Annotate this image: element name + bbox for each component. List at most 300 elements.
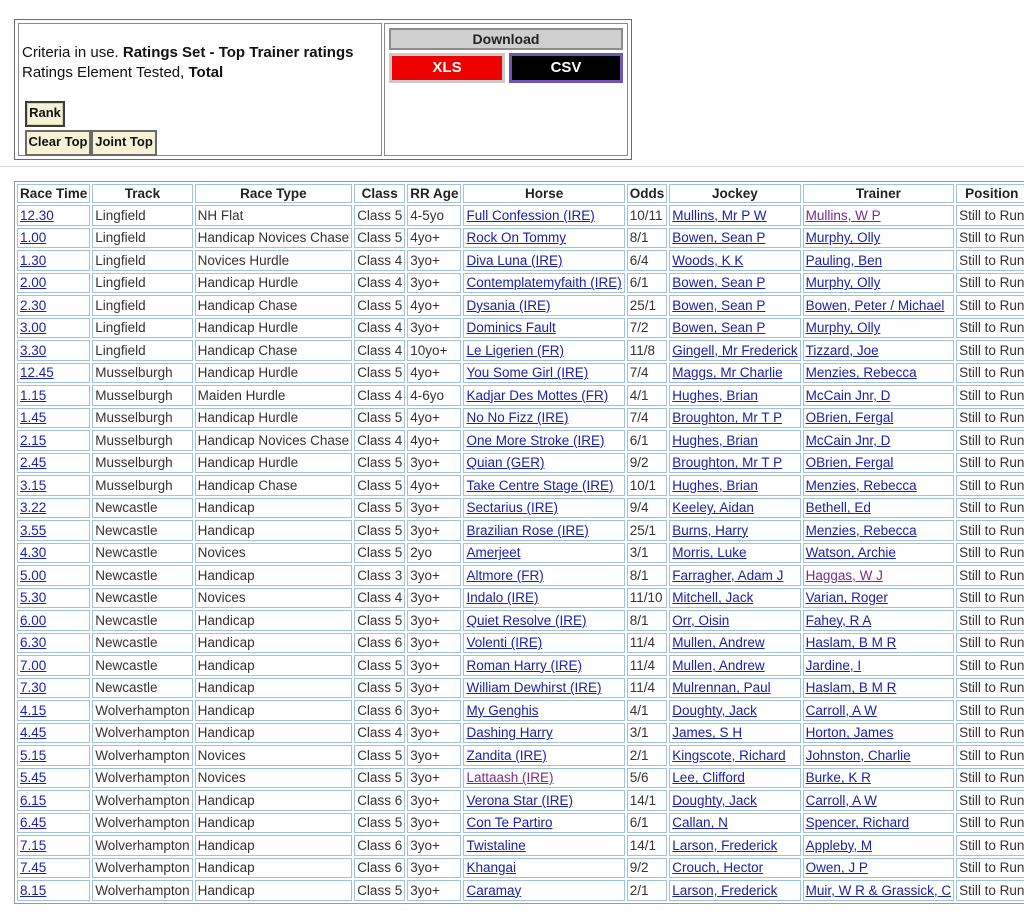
race-time-link[interactable]: 5.30 — [20, 590, 47, 606]
table-row — [17, 813, 1024, 834]
horse-cell — [463, 655, 624, 676]
race-time-link[interactable]: 4.45 — [20, 725, 47, 741]
horse-cell — [463, 475, 624, 496]
horse-link[interactable]: Take Centre Stage (IRE) — [466, 477, 614, 493]
race-type-cell: Handicap — [195, 498, 353, 519]
trainer-cell — [803, 880, 955, 901]
position-cell: Still to Run — [956, 768, 1024, 789]
race-time-link[interactable]: 12.45 — [20, 365, 54, 381]
race-time-link[interactable]: 12.30 — [20, 207, 54, 223]
table-row — [17, 588, 1024, 609]
trainer-link[interactable]: Carroll, A W — [805, 792, 877, 808]
race-time-link[interactable]: 1.30 — [20, 252, 47, 268]
trainer-link[interactable]: OBrien, Fergal — [805, 455, 894, 471]
jockey-link[interactable]: Mitchell, Jack — [672, 590, 754, 606]
trainer-cell — [803, 430, 955, 451]
race-type-cell: Novices Hurdle — [195, 250, 353, 271]
jockey-cell — [669, 835, 800, 856]
jockey-link[interactable]: Broughton, Mr T P — [672, 410, 783, 426]
race-time-link[interactable]: 2.45 — [20, 455, 47, 471]
race-time-link[interactable]: 3.55 — [20, 522, 47, 538]
horse-link[interactable]: Sectarius (IRE) — [466, 500, 558, 516]
horse-link[interactable]: Twistaline — [466, 837, 526, 853]
trainer-link[interactable]: Haslam, B M R — [805, 680, 897, 696]
class-cell: Class 5 — [354, 768, 405, 789]
jockey-link[interactable]: Mulrennan, Paul — [672, 680, 771, 696]
trainer-link[interactable]: Owen, J P — [805, 860, 868, 876]
class-cell: Class 5 — [354, 543, 405, 564]
table-row — [17, 835, 1024, 856]
odds-cell: 11/4 — [627, 678, 668, 699]
column-header-jockey: Jockey — [669, 184, 800, 203]
rr-age-cell: 4yo+ — [407, 408, 461, 429]
position-cell: Still to Run — [956, 745, 1024, 766]
race-time-link[interactable]: 7.45 — [20, 860, 47, 876]
jockey-link[interactable]: Kingscote, Richard — [672, 747, 786, 763]
odds-cell: 14/1 — [627, 835, 668, 856]
jockey-cell — [669, 228, 800, 249]
horse-cell — [463, 520, 624, 541]
odds-cell: 10/11 — [627, 205, 668, 226]
jockey-cell — [669, 318, 800, 339]
rr-age-cell: 3yo+ — [407, 700, 461, 721]
race-time-link[interactable]: 6.45 — [20, 815, 47, 831]
odds-cell: 11/10 — [627, 588, 668, 609]
jockey-cell — [669, 453, 800, 474]
position-cell: Still to Run — [956, 543, 1024, 564]
trainer-link[interactable]: Murphy, Olly — [805, 275, 881, 291]
trainer-cell — [803, 250, 955, 271]
horse-cell — [463, 408, 624, 429]
table-row — [17, 385, 1024, 406]
horse-cell — [463, 543, 624, 564]
position-cell: Still to Run — [956, 588, 1024, 609]
horse-link[interactable]: Full Confession (IRE) — [466, 207, 595, 223]
track-cell: Newcastle — [92, 633, 192, 654]
jockey-link[interactable]: Farragher, Adam J — [672, 567, 784, 583]
rr-age-cell: 3yo+ — [407, 655, 461, 676]
odds-cell: 7/4 — [627, 363, 668, 384]
race-time-cell — [17, 453, 90, 474]
jockey-link[interactable]: Mullins, Mr P W — [672, 207, 767, 223]
class-cell: Class 3 — [354, 565, 405, 586]
class-cell: Class 6 — [354, 858, 405, 879]
horse-cell — [463, 273, 624, 294]
trainer-cell — [803, 678, 955, 699]
trainer-link[interactable]: Watson, Archie — [805, 545, 896, 561]
table-row — [17, 880, 1024, 901]
track-cell: Wolverhampton — [92, 700, 192, 721]
track-cell: Wolverhampton — [92, 723, 192, 744]
race-type-cell: Handicap — [195, 700, 353, 721]
race-type-cell: Handicap Novices Chase — [195, 430, 353, 451]
table-row — [17, 858, 1024, 879]
horse-cell — [463, 723, 624, 744]
race-type-cell: Novices — [195, 768, 353, 789]
track-cell: Wolverhampton — [92, 880, 192, 901]
horse-link[interactable]: No No Fizz (IRE) — [466, 410, 569, 426]
track-cell: Wolverhampton — [92, 813, 192, 834]
race-time-link[interactable]: 4.30 — [20, 545, 47, 561]
trainer-link[interactable]: Bowen, Peter / Michael — [805, 297, 945, 313]
jockey-link[interactable]: Broughton, Mr T P — [672, 455, 783, 471]
race-time-link[interactable]: 3.30 — [20, 342, 47, 358]
rr-age-cell: 3yo+ — [407, 678, 461, 699]
horse-link[interactable]: Contemplatemyfaith (IRE) — [466, 275, 622, 291]
jockey-link[interactable]: Hughes, Brian — [672, 387, 758, 403]
race-type-cell: Handicap Chase — [195, 340, 353, 361]
trainer-link[interactable]: Menzies, Rebecca — [805, 522, 917, 538]
track-cell: Newcastle — [92, 588, 192, 609]
race-time-link[interactable]: 2.15 — [20, 432, 47, 448]
csv-download-button[interactable]: CSV — [509, 53, 623, 83]
race-time-cell — [17, 363, 90, 384]
race-time-link[interactable]: 3.00 — [20, 320, 47, 336]
trainer-cell — [803, 520, 955, 541]
jockey-link[interactable]: Bowen, Sean P — [672, 275, 766, 291]
trainer-cell — [803, 610, 955, 631]
jockey-cell — [669, 273, 800, 294]
jockey-link[interactable]: Doughty, Jack — [672, 792, 757, 808]
trainer-link[interactable]: McCain Jnr, D — [805, 387, 891, 403]
race-time-link[interactable]: 5.45 — [20, 770, 47, 786]
horse-link[interactable]: Roman Harry (IRE) — [466, 657, 582, 673]
jockey-cell — [669, 408, 800, 429]
jockey-link[interactable]: Doughty, Jack — [672, 702, 757, 718]
horse-link[interactable]: Amerjeet — [466, 545, 521, 561]
jockey-link[interactable]: Callan, N — [672, 815, 728, 831]
class-cell: Class 5 — [354, 813, 405, 834]
race-time-link[interactable]: 7.15 — [20, 837, 47, 853]
odds-cell: 9/2 — [627, 858, 668, 879]
odds-cell: 11/8 — [627, 340, 668, 361]
jockey-cell — [669, 340, 800, 361]
horse-link[interactable]: Diva Luna (IRE) — [466, 252, 563, 268]
race-time-link[interactable]: 8.15 — [20, 882, 47, 898]
race-time-cell — [17, 768, 90, 789]
horse-link[interactable]: Le Ligerien (FR) — [466, 342, 565, 358]
race-type-cell: Handicap Hurdle — [195, 408, 353, 429]
jockey-cell — [669, 858, 800, 879]
class-cell: Class 4 — [354, 273, 405, 294]
column-header-track: Track — [92, 184, 192, 203]
table-row — [17, 430, 1024, 451]
jockey-link[interactable]: Lee, Clifford — [672, 770, 745, 786]
trainer-cell — [803, 318, 955, 339]
jockey-link[interactable]: Morris, Luke — [672, 545, 747, 561]
table-row — [17, 273, 1024, 294]
rr-age-cell: 3yo+ — [407, 318, 461, 339]
jockey-link[interactable]: Burns, Harry — [672, 522, 749, 538]
horse-cell — [463, 835, 624, 856]
rr-age-cell: 3yo+ — [407, 790, 461, 811]
horse-link[interactable]: Zandita (IRE) — [466, 747, 547, 763]
odds-cell: 5/6 — [627, 768, 668, 789]
race-time-link[interactable]: 7.00 — [20, 657, 47, 673]
horse-link[interactable]: Rock On Tommy — [466, 230, 566, 246]
jockey-link[interactable]: Crouch, Hector — [672, 860, 764, 876]
horse-cell — [463, 205, 624, 226]
criteria-prefix: Criteria in use. — [22, 44, 123, 61]
odds-cell: 6/1 — [627, 273, 668, 294]
table-row — [17, 633, 1024, 654]
horse-link[interactable]: Quian (GER) — [466, 455, 545, 471]
table-row — [17, 745, 1024, 766]
horse-cell — [463, 768, 624, 789]
horse-cell — [463, 318, 624, 339]
jockey-cell — [669, 678, 800, 699]
jockey-cell — [669, 723, 800, 744]
horse-link[interactable]: Altmore (FR) — [466, 567, 544, 583]
trainer-cell — [803, 565, 955, 586]
race-type-cell: Handicap — [195, 633, 353, 654]
jockey-link[interactable]: Woods, K K — [672, 252, 744, 268]
position-cell: Still to Run — [956, 250, 1024, 271]
race-time-link[interactable]: 4.15 — [20, 702, 47, 718]
xls-download-button[interactable]: XLS — [389, 53, 505, 83]
horse-link[interactable]: William Dewhirst (IRE) — [466, 680, 602, 696]
trainer-link[interactable]: Fahey, R A — [805, 612, 872, 628]
rr-age-cell: 3yo+ — [407, 250, 461, 271]
trainer-cell — [803, 858, 955, 879]
trainer-link[interactable]: Muir, W R & Grassick, C — [805, 882, 952, 898]
joint-top-button[interactable]: Joint Top — [91, 130, 157, 156]
race-time-link[interactable]: 5.00 — [20, 567, 47, 583]
rr-age-cell: 3yo+ — [407, 498, 461, 519]
horse-link[interactable]: Khangai — [466, 860, 517, 876]
horse-cell — [463, 858, 624, 879]
trainer-cell — [803, 633, 955, 654]
track-cell: Lingfield — [92, 318, 192, 339]
ratings-set: Ratings Set - Top Trainer ratings — [122, 44, 354, 61]
horse-link[interactable]: You Some Girl (IRE) — [466, 365, 589, 381]
race-time-link[interactable]: 3.22 — [20, 500, 47, 516]
jockey-link[interactable]: Bowen, Sean P — [672, 320, 766, 336]
trainer-cell — [803, 228, 955, 249]
race-type-cell: Handicap — [195, 723, 353, 744]
trainer-link[interactable]: Bethell, Ed — [805, 500, 871, 516]
track-cell: Wolverhampton — [92, 835, 192, 856]
position-cell: Still to Run — [956, 363, 1024, 384]
trainer-link[interactable]: Murphy, Olly — [805, 230, 881, 246]
class-cell: Class 4 — [354, 588, 405, 609]
race-time-cell — [17, 430, 90, 451]
race-type-cell: Maiden Hurdle — [195, 385, 353, 406]
jockey-link[interactable]: Bowen, Sean P — [672, 230, 766, 246]
track-cell: Musselburgh — [92, 408, 192, 429]
jockey-cell — [669, 745, 800, 766]
jockey-link[interactable]: Maggs, Mr Charlie — [672, 365, 783, 381]
trainer-link[interactable]: Haggas, W J — [805, 567, 883, 583]
race-time-link[interactable]: 6.15 — [20, 792, 47, 808]
trainer-link[interactable]: Murphy, Olly — [805, 320, 881, 336]
position-cell: Still to Run — [956, 858, 1024, 879]
horse-link[interactable]: Dysania (IRE) — [466, 297, 551, 313]
download-title: Download — [389, 28, 623, 50]
column-header-odds: Odds — [627, 184, 668, 203]
odds-cell: 10/1 — [627, 475, 668, 496]
position-cell: Still to Run — [956, 633, 1024, 654]
horse-link[interactable]: Dashing Harry — [466, 725, 553, 741]
clear-top-button[interactable]: Clear Top — [25, 130, 91, 156]
race-time-link[interactable]: 3.15 — [20, 477, 47, 493]
horse-link[interactable]: Volenti (IRE) — [466, 635, 543, 651]
track-cell: Newcastle — [92, 520, 192, 541]
trainer-cell — [803, 655, 955, 676]
track-cell: Musselburgh — [92, 363, 192, 384]
class-cell: Class 5 — [354, 363, 405, 384]
class-cell: Class 6 — [354, 790, 405, 811]
horse-cell — [463, 363, 624, 384]
results-body — [17, 205, 1024, 901]
race-type-cell: Handicap Chase — [195, 475, 353, 496]
trainer-link[interactable]: Appleby, M — [805, 837, 873, 853]
column-header-position: Position — [956, 184, 1024, 203]
race-time-link[interactable]: 5.15 — [20, 747, 47, 763]
horse-cell — [463, 565, 624, 586]
race-time-cell — [17, 813, 90, 834]
trainer-link[interactable]: Menzies, Rebecca — [805, 477, 917, 493]
jockey-link[interactable]: Bowen, Sean P — [672, 297, 766, 313]
position-cell: Still to Run — [956, 565, 1024, 586]
trainer-cell — [803, 363, 955, 384]
trainer-cell — [803, 295, 955, 316]
track-cell: Musselburgh — [92, 385, 192, 406]
trainer-cell — [803, 700, 955, 721]
race-time-link[interactable]: 1.00 — [20, 230, 47, 246]
horse-link[interactable]: Indalo (IRE) — [466, 590, 539, 606]
trainer-link[interactable]: Haslam, B M R — [805, 635, 897, 651]
horse-link[interactable]: One More Stroke (IRE) — [466, 432, 605, 448]
track-cell: Lingfield — [92, 205, 192, 226]
track-cell: Wolverhampton — [92, 768, 192, 789]
trainer-link[interactable]: Burke, K R — [805, 770, 871, 786]
rr-age-cell: 3yo+ — [407, 880, 461, 901]
race-time-cell — [17, 610, 90, 631]
column-header-race-time: Race Time — [17, 184, 90, 203]
trainer-link[interactable]: Mullins, W P — [805, 207, 881, 223]
race-time-link[interactable]: 7.30 — [20, 680, 47, 696]
jockey-cell — [669, 475, 800, 496]
race-time-link[interactable]: 2.00 — [20, 275, 47, 291]
trainer-cell — [803, 273, 955, 294]
jockey-link[interactable]: Hughes, Brian — [672, 432, 758, 448]
track-cell: Lingfield — [92, 295, 192, 316]
jockey-link[interactable]: Larson, Frederick — [672, 837, 778, 853]
horse-link[interactable]: Dominics Fault — [466, 320, 556, 336]
trainer-cell — [803, 813, 955, 834]
trainer-cell — [803, 475, 955, 496]
trainer-link[interactable]: Carroll, A W — [805, 702, 877, 718]
rr-age-cell: 4yo+ — [407, 475, 461, 496]
race-time-link[interactable]: 6.30 — [20, 635, 47, 651]
race-time-cell — [17, 543, 90, 564]
rr-age-cell: 2yo — [407, 543, 461, 564]
jockey-link[interactable]: Keeley, Aidan — [672, 500, 754, 516]
jockey-link[interactable]: Hughes, Brian — [672, 477, 758, 493]
trainer-link[interactable]: Varian, Roger — [805, 590, 888, 606]
jockey-link[interactable]: Orr, Oisin — [672, 612, 730, 628]
jockey-link[interactable]: Mullen, Andrew — [672, 635, 765, 651]
horse-link[interactable]: Con Te Partiro — [466, 815, 553, 831]
horse-link[interactable]: Kadjar Des Mottes (FR) — [466, 387, 609, 403]
trainer-link[interactable]: Johnston, Charlie — [805, 747, 911, 763]
rr-age-cell: 4yo+ — [407, 430, 461, 451]
table-row — [17, 205, 1024, 226]
jockey-link[interactable]: Larson, Frederick — [672, 882, 778, 898]
class-cell: Class 5 — [354, 655, 405, 676]
class-cell: Class 5 — [354, 205, 405, 226]
trainer-link[interactable]: Tizzard, Joe — [805, 342, 879, 358]
jockey-link[interactable]: Mullen, Andrew — [672, 657, 765, 673]
rank-button[interactable]: Rank — [25, 101, 65, 127]
criteria-text — [22, 43, 353, 83]
horse-link[interactable]: Brazilian Rose (IRE) — [466, 522, 589, 538]
class-cell: Class 6 — [354, 633, 405, 654]
jockey-cell — [669, 543, 800, 564]
horse-link[interactable]: Quiet Resolve (IRE) — [466, 612, 587, 628]
class-cell: Class 4 — [354, 250, 405, 271]
trainer-cell — [803, 453, 955, 474]
position-cell: Still to Run — [956, 520, 1024, 541]
jockey-link[interactable]: James, S H — [672, 725, 743, 741]
table-row — [17, 678, 1024, 699]
trainer-link[interactable]: Horton, James — [805, 725, 894, 741]
trainer-link[interactable]: OBrien, Fergal — [805, 410, 894, 426]
column-header-race-type: Race Type — [195, 184, 353, 203]
track-cell: Musselburgh — [92, 475, 192, 496]
jockey-link[interactable]: Gingell, Mr Frederick — [672, 342, 798, 358]
table-row — [17, 700, 1024, 721]
race-time-link[interactable]: 1.45 — [20, 410, 47, 426]
position-cell: Still to Run — [956, 678, 1024, 699]
position-cell: Still to Run — [956, 610, 1024, 631]
race-time-link[interactable]: 6.00 — [20, 612, 47, 628]
trainer-link[interactable]: Spencer, Richard — [805, 815, 910, 831]
trainer-cell — [803, 340, 955, 361]
race-time-cell — [17, 790, 90, 811]
table-row — [17, 543, 1024, 564]
position-cell: Still to Run — [956, 475, 1024, 496]
jockey-cell — [669, 363, 800, 384]
race-type-cell: Handicap Novices Chase — [195, 228, 353, 249]
race-time-link[interactable]: 2.30 — [20, 297, 47, 313]
horse-link[interactable]: My Genghis — [466, 702, 539, 718]
horse-link[interactable]: Caramay — [466, 882, 522, 898]
trainer-link[interactable]: Pauling, Ben — [805, 252, 883, 268]
race-type-cell: Handicap — [195, 520, 353, 541]
column-header-horse: Horse — [463, 184, 624, 203]
table-row — [17, 565, 1024, 586]
trainer-cell — [803, 543, 955, 564]
rr-age-cell: 3yo+ — [407, 745, 461, 766]
jockey-cell — [669, 430, 800, 451]
odds-cell: 8/1 — [627, 565, 668, 586]
trainer-cell — [803, 790, 955, 811]
horse-link[interactable]: Verona Star (IRE) — [466, 792, 574, 808]
trainer-link[interactable]: McCain Jnr, D — [805, 432, 891, 448]
race-time-link[interactable]: 1.15 — [20, 387, 47, 403]
table-row — [17, 408, 1024, 429]
race-time-cell — [17, 228, 90, 249]
rr-age-cell: 3yo+ — [407, 520, 461, 541]
horse-link[interactable]: Lattaash (IRE) — [466, 770, 554, 786]
odds-cell: 25/1 — [627, 295, 668, 316]
trainer-link[interactable]: Jardine, I — [805, 657, 862, 673]
race-time-cell — [17, 880, 90, 901]
trainer-link[interactable]: Menzies, Rebecca — [805, 365, 917, 381]
class-cell: Class 4 — [354, 723, 405, 744]
